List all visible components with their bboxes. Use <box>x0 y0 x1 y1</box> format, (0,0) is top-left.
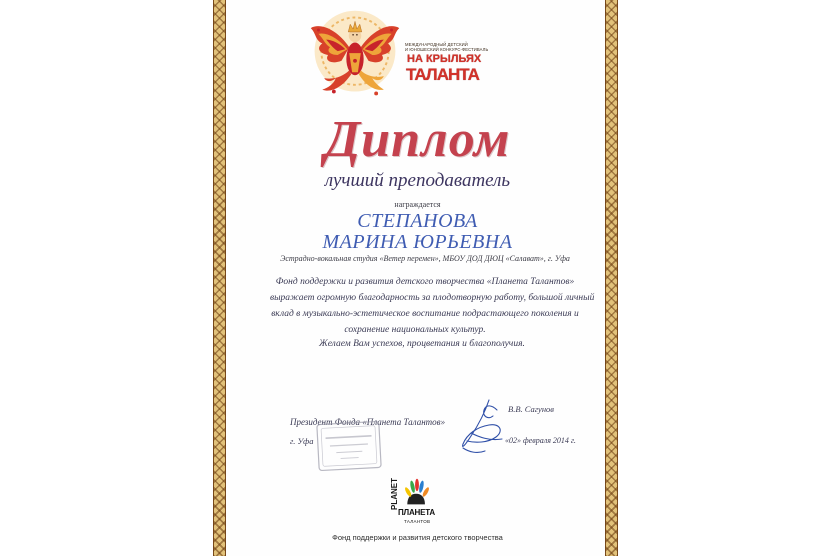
message-line: сохранение национальных культур. <box>344 325 486 335</box>
message-line: выражает огромную благодарность за плодотворную работу, большой личный <box>270 293 595 303</box>
message-line: Фонд поддержки и развития детского творчества «Планета Талантов» <box>275 277 575 287</box>
footer-text: Фонд поддержки и развития детского творчества <box>332 533 503 542</box>
colored-hand-icon <box>402 478 432 506</box>
diploma-subtitle: лучший преподаватель <box>324 170 511 191</box>
planet-vertical-text: PLANET <box>390 478 399 510</box>
signatory-position: Президент Фонда «Планета Талантов» <box>290 417 446 427</box>
signatory-name: В.В. Сагунов <box>508 404 554 414</box>
city: г. Уфа <box>290 436 314 446</box>
issue-date: «02» февраля 2014 г. <box>505 436 576 445</box>
right-ornament-border <box>605 0 618 556</box>
message-line: вклад в музыкально-эстетическое воспитание подрастающего поколения и <box>271 309 579 319</box>
wish-text: Желаем Вам успехов, процветания и благополучия. <box>319 339 525 349</box>
planet-logo-sub: ТАЛАНТОВ <box>404 519 431 524</box>
recipient-given-names: МАРИНА ЮРЬЕВНА <box>322 231 513 253</box>
recipient-surname: СТЕПАНОВА <box>357 210 478 232</box>
firebird-icon <box>305 3 405 107</box>
awarded-label: награждается <box>394 200 441 209</box>
diploma-title: Диплом <box>324 111 511 168</box>
logo-caption-line1: МЕЖДУНАРОДНЫЙ ДЕТСКИЙ <box>405 42 468 47</box>
signature-mark <box>455 396 510 458</box>
logo-name-line1: НА КРЫЛЬЯХ <box>407 53 482 65</box>
left-ornament-border <box>213 0 226 556</box>
stamp-mark <box>315 419 384 472</box>
recipient-organization: Эстрадно-вокальная студия «Ветер перемен», МБОУ ДОД ДЮЦ «Салават», г. Уфа <box>280 254 570 263</box>
logo-caption-line2: И ЮНОШЕСКИЙ КОНКУРС-ФЕСТИВАЛЬ <box>405 47 489 52</box>
planet-logo-name: ПЛАНЕТА <box>398 508 436 517</box>
logo-name-line2: ТАЛАНТА <box>406 65 479 84</box>
